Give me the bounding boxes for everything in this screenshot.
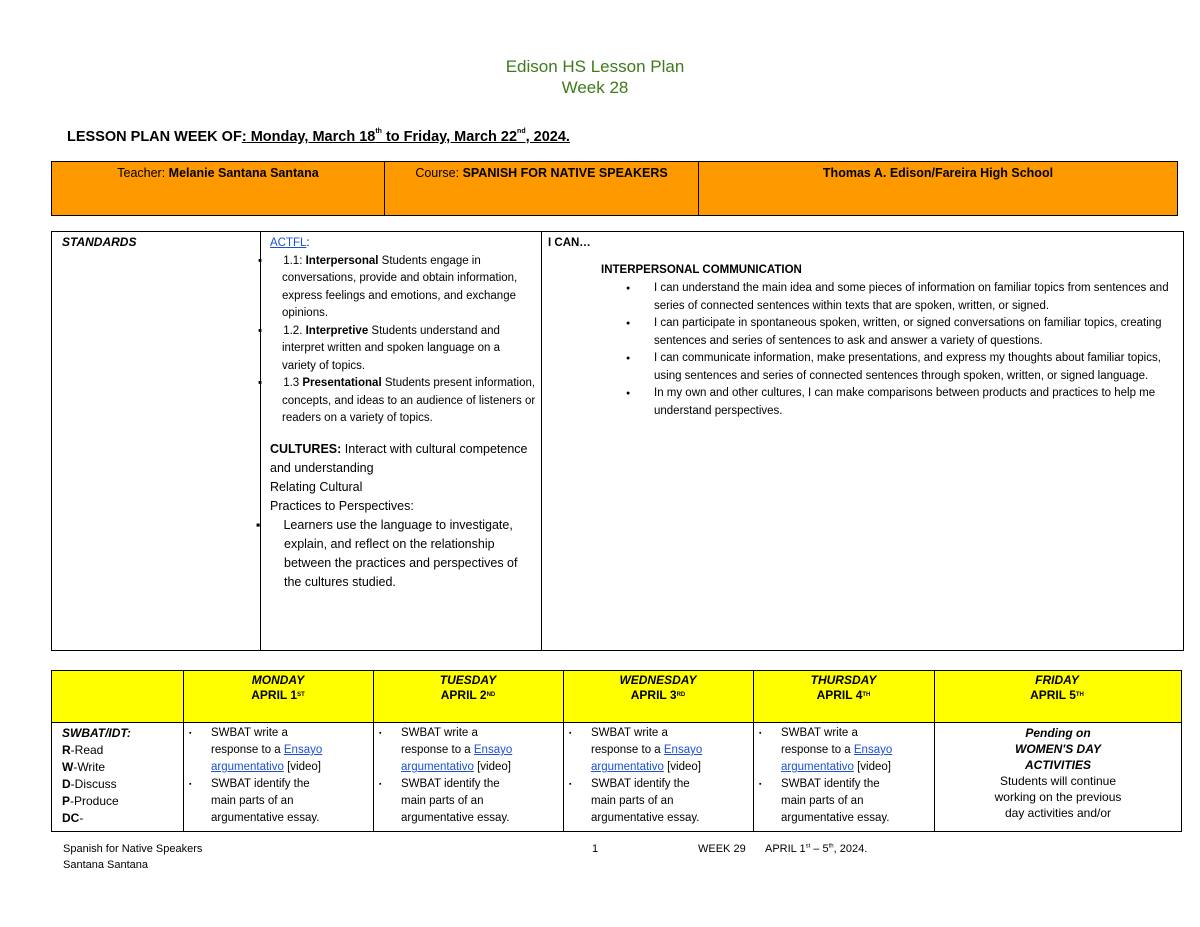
i-can-item: ● I can participate in spontaneous spoken, written, or signed conversations on familiar topics, creating sentences and series of sentences to ask and answer a variety of questions.: [654, 315, 1172, 350]
course-cell: Course: SPANISH FOR NATIVE SPEAKERS: [385, 162, 699, 215]
footer-course: Spanish for Native Speakers: [63, 843, 203, 855]
cultures-block: CULTURES: Interact with cultural competence and understanding Relating Cultural Practices to Perspectives: ▪ Learners use the language to investigate, explain, and reflect on the relationship between the practices and perspectives of the cultures studied.: [270, 440, 537, 592]
standard-item: ▪ 1.3 Presentational Students present information, concepts, and ideas to an audience of listeners or readers on a variety of topics.: [258, 377, 536, 424]
ensayo-link[interactable]: Ensayo: [283, 744, 323, 756]
document-subtitle: Week 28: [561, 78, 629, 97]
wednesday-tasks: ▪ SWBAT write a response to a Ensayo argumentativo [video] ▪ SWBAT identify the main parts of an argumentative essay.: [569, 727, 703, 824]
i-can-list: [548, 280, 1172, 420]
header-table: [51, 161, 1178, 216]
i-can-title: I CAN…: [548, 237, 591, 249]
course-name: SPANISH FOR NATIVE SPEAKERS: [462, 166, 668, 180]
footer-week: WEEK 29: [698, 843, 746, 855]
ensayo-link[interactable]: Ensayo: [473, 744, 513, 756]
day-header-monday: MONDAY APRIL 1ST: [251, 673, 305, 702]
standards-heading: STANDARDS: [52, 232, 261, 650]
monday-tasks: ▪ SWBAT write a response to a Ensayo argumentativo [video] ▪ SWBAT identify the main parts of an argumentative essay.: [189, 727, 323, 824]
page-number: 1: [592, 843, 599, 855]
argumentativo-link[interactable]: argumentativo: [211, 761, 284, 773]
weekly-table: [51, 670, 1182, 832]
teacher-name: Melanie Santana Santana: [168, 166, 319, 180]
document-title: Edison HS Lesson Plan: [505, 57, 685, 76]
standard-item: ▪ 1.1: Interpersonal Students engage in conversations, provide and obtain information, express feelings and emotions, and exchange opinions.: [258, 254, 518, 319]
swbat-legend: SWBAT/IDT: R-Read W-Write D-Discuss P-Produce DC-: [62, 726, 131, 825]
standards-table: [51, 231, 1184, 651]
teacher-cell: Teacher: Melanie Santana Santana: [52, 162, 385, 215]
argumentativo-link[interactable]: argumentativo: [401, 761, 474, 773]
day-header-tuesday: TUESDAY APRIL 2ND: [439, 673, 497, 702]
day-header-wednesday: WEDNESDAY APRIL 3RD: [619, 673, 697, 702]
lesson-week-of: LESSON PLAN WEEK OF: Monday, March 18th to Friday, March 22nd, 2024.: [67, 128, 570, 145]
friday-tasks: Pending on WOMEN'S DAY ACTIVITIES Students will continue working on the previous day activities and/or: [994, 726, 1122, 820]
thursday-tasks: ▪ SWBAT write a response to a Ensayo argumentativo [video] ▪ SWBAT identify the main parts of an argumentative essay.: [759, 727, 893, 824]
argumentativo-link[interactable]: argumentativo: [591, 761, 664, 773]
ensayo-link[interactable]: Ensayo: [663, 744, 703, 756]
standard-item: ▪ 1.2. Interpretive Students understand and interpret written and spoken language on a variety of topics.: [258, 324, 501, 372]
i-can-item: ● I can understand the main idea and some pieces of information on familiar topics from sentences and series of connected sentences within texts that are spoken, written, or signed.: [654, 280, 1172, 315]
school-cell: Thomas A. Edison/Fareira High School: [822, 166, 1054, 180]
argumentativo-link[interactable]: argumentativo: [781, 761, 854, 773]
day-header-thursday: THURSDAY APRIL 4TH: [810, 673, 877, 702]
footer-dates: APRIL 1st – 5th, 2024.: [765, 843, 868, 855]
ensayo-link[interactable]: Ensayo: [853, 744, 893, 756]
standards-content: ACTFL: ▪ 1.1: Interpersonal Students engage in conversations, provide and obtain information, express feelings and emotions, and exchange opinions. ▪ 1.2. Interpretive Students understand and interpret written and spoken language on a variety of topics. ▪ 1.3 Presentational Students present information, concepts, and ideas to an audience of listeners or readers on a variety of topics. CULTURES: Interact with cultural competence and understanding Relating Cultural Practices to Perspectives: ▪ Learners use the language to investigate, explain, and reflect on the relationship between the practices and perspectives of the cultures studied.: [261, 232, 542, 650]
learners-item: ▪ Learners use the language to investigate, explain, and reflect on the relationship between the practices and perspectives of the cultures studied.: [256, 517, 518, 589]
interpersonal-heading: INTERPERSONAL COMMUNICATION: [601, 263, 802, 276]
i-can-item: ● In my own and other cultures, I can make comparisons between products and practices to help me understand perspectives.: [654, 385, 1172, 420]
day-header-friday: FRIDAY APRIL 5TH: [1030, 673, 1084, 702]
i-can-content: [542, 232, 1182, 650]
i-can-item: ● I can communicate information, make presentations, and express my thoughts about familiar topics, using sentences and series of connected sentences through spoken, written, or signed language.: [654, 350, 1172, 385]
actfl-link[interactable]: ACTFL: [270, 237, 307, 249]
footer-teacher: Santana Santana: [63, 859, 149, 871]
tuesday-tasks: ▪ SWBAT write a response to a Ensayo argumentativo [video] ▪ SWBAT identify the main parts of an argumentative essay.: [379, 727, 513, 824]
